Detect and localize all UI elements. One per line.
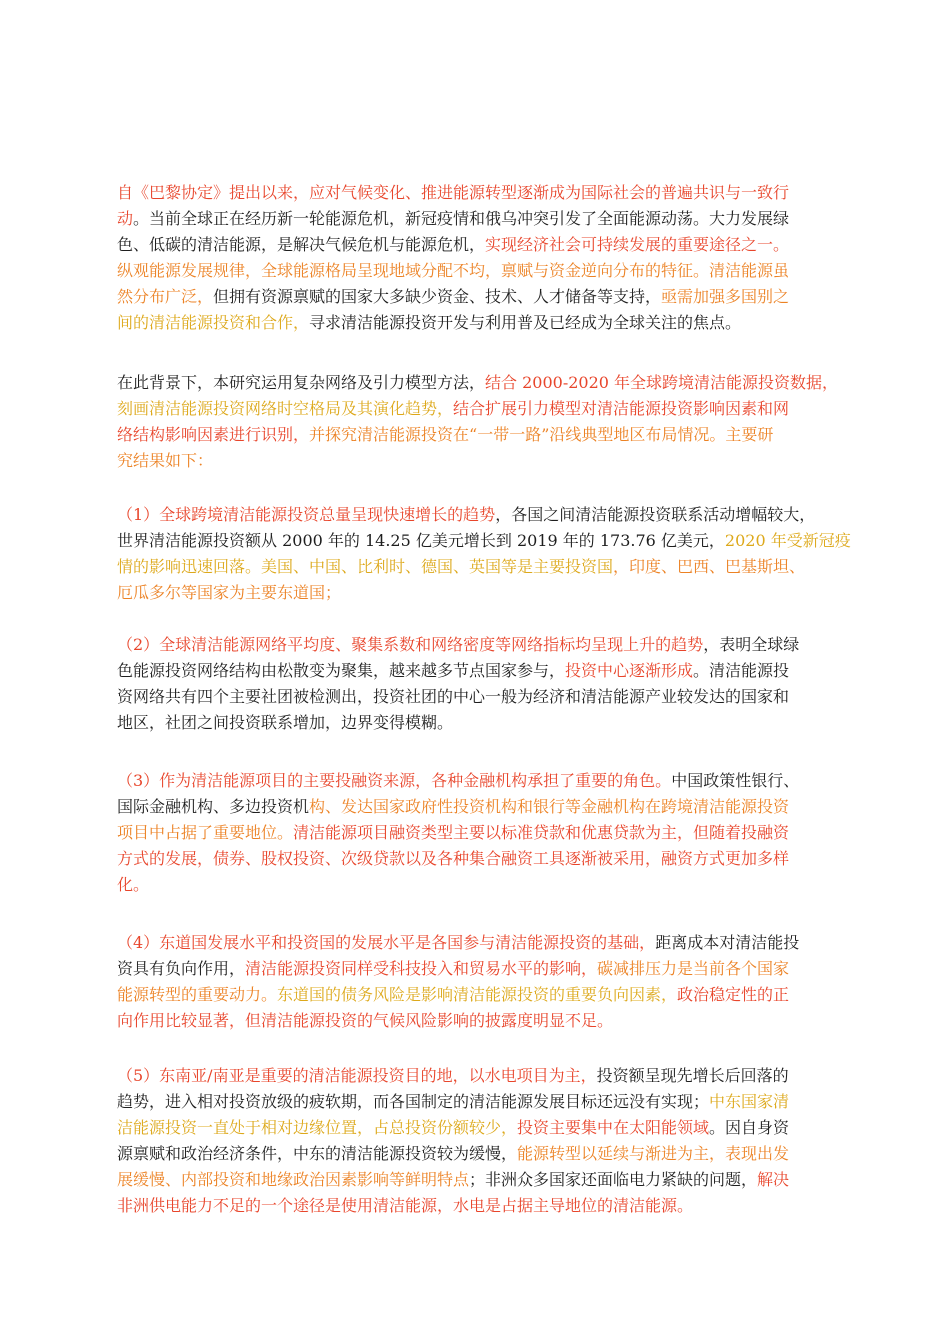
text-line xyxy=(117,580,341,606)
text-line xyxy=(117,794,789,820)
text-line xyxy=(117,422,773,448)
text-line xyxy=(117,448,213,474)
text-segment: 资网络共有四个主要社团被检测出，投资社团的中心一般为经济和清洁能源产业较发达的国家和 xyxy=(117,687,790,706)
text-line xyxy=(117,370,838,396)
text-line xyxy=(117,1063,789,1089)
text-line xyxy=(117,206,789,232)
text-line xyxy=(117,846,789,872)
text-line xyxy=(117,396,789,422)
text-segment: （3）作为清洁能源项目的主要投融资来源，各种金融机构承担了重要的角色。 xyxy=(117,771,672,790)
text-segment: 纵观能源发展规律，全球能源格局呈现地域分配不均，禀赋与资金逆向分布的特征。清洁能源虽 xyxy=(117,261,790,280)
text-segment: 展缓慢、内部投资和地缘政治因素影响等鲜明特点 xyxy=(117,1170,470,1189)
text-segment: （5）东南亚/南亚是重要的清洁能源投资目的地，以水电项目为主， xyxy=(117,1066,597,1085)
text-segment: 络结构影响因素进行识别， xyxy=(117,425,310,444)
text-line xyxy=(117,1089,789,1115)
text-segment: 寻求清洁能源投资开发与利用普及已经成为全球关注的焦点。 xyxy=(309,313,742,332)
text-line xyxy=(117,554,805,580)
text-segment: 解决 xyxy=(757,1170,790,1189)
text-segment: 清洁能源投资同样受科技投入和贸易水平的影响， xyxy=(245,959,598,978)
text-line xyxy=(117,1141,789,1167)
text-segment: 亟需加强多国别之 xyxy=(661,287,790,306)
text-line xyxy=(117,1167,789,1193)
text-segment: 距离成本对清洁能投 xyxy=(655,933,800,952)
text-segment: 资具有负向作用， xyxy=(117,959,246,978)
text-segment: 。因自身资 xyxy=(709,1118,790,1137)
text-line xyxy=(117,1115,789,1141)
text-segment: 2020 年受新冠疫 xyxy=(724,531,851,550)
text-segment: 在此背景下，本研究运用复杂网络及引力模型方法， xyxy=(117,373,486,392)
text-segment: 能源转型以延续与渐进为主，表现出发 xyxy=(517,1144,790,1163)
text-segment: 项目中占据了重要地位。 xyxy=(117,823,294,842)
text-segment: 。清洁能源投 xyxy=(693,661,790,680)
text-line xyxy=(117,258,789,284)
text-line xyxy=(117,284,789,310)
text-line xyxy=(117,768,799,794)
text-segment: 结合 2000-2020 年全球跨境清洁能源投资数据， xyxy=(485,373,839,392)
text-line xyxy=(117,658,789,684)
text-segment: （4）东道国发展水平和投资国的发展水平是各国参与清洁能源投资的基础， xyxy=(117,933,656,952)
text-line xyxy=(117,930,799,956)
text-segment: 但拥有资源禀赋的国家大多缺少资金、技术、人才储备等支持， xyxy=(213,287,662,306)
text-segment: 方式的发展，债券、股权投资、次级贷款以及各种集合融资工具逐渐被采用，融资方式更加多样 xyxy=(117,849,790,868)
text-line xyxy=(117,820,789,846)
text-segment: 究结果如下： xyxy=(117,451,214,470)
text-line xyxy=(117,310,741,336)
text-segment: 化。 xyxy=(117,875,150,894)
text-line xyxy=(117,872,149,898)
text-line xyxy=(117,232,789,258)
text-segment: 地区，社团之间投资联系增加，边界变得模糊。 xyxy=(117,713,454,732)
text-segment: 间的清洁能源投资和合作， xyxy=(117,313,310,332)
text-segment: 动 xyxy=(117,209,134,228)
text-segment: 构、发达国家政府性投资机构和银行等金融机构在跨境清洁能源投资 xyxy=(309,797,790,816)
text-segment: 东道国的债务风险是影响清洁能源投资的重要负向因素， xyxy=(277,985,678,1004)
text-segment: 厄瓜多尔等国家为主要东道国； xyxy=(117,583,342,602)
text-segment: ，各国之间清洁能源投资联系活动增幅较大， xyxy=(495,505,816,524)
text-segment: 碳减排压力是当前各个国家 xyxy=(597,959,790,978)
text-segment: 源禀赋和政治经济条件，中东的清洁能源投资较为缓慢， xyxy=(117,1144,518,1163)
text-line xyxy=(117,710,453,736)
text-segment: ，表明全球绿 xyxy=(703,635,800,654)
text-segment: 世界清洁能源投资额从 2000 年的 14.25 亿美元增长到 2019 年的 173.76 亿美元， xyxy=(117,531,725,550)
text-segment: 色能源投资网络结构由松散变为聚集，越来越多节点国家参与， xyxy=(117,661,566,680)
text-segment: 洁能源投资一直处于相对边缘位置，占总投资份额较少， xyxy=(117,1118,518,1137)
text-segment: 自《巴黎协定》提出以来，应对气候变化、推进能源转型逐渐成为国际社会的普遍共识与一致行 xyxy=(117,183,790,202)
text-segment: 趋势，进入相对投资放级的疲软期，而各国制定的清洁能源发展目标还远没有实现； xyxy=(117,1092,710,1111)
text-segment: 政治稳定性的正 xyxy=(677,985,790,1004)
text-segment: 投资中心逐渐形成 xyxy=(565,661,694,680)
text-segment: （2）全球清洁能源网络平均度、聚集系数和网络密度等网络指标均呈现上升的趋势 xyxy=(117,635,704,654)
text-line xyxy=(117,528,851,554)
text-segment: 刻画清洁能源投资网络时空格局及其演化趋势， xyxy=(117,399,454,418)
text-line xyxy=(117,1008,613,1034)
text-line xyxy=(117,956,789,982)
text-segment: ，印度、巴西、巴基斯坦、 xyxy=(613,557,806,576)
text-line xyxy=(117,1193,693,1219)
text-segment: 向作用比较显著，但清洁能源投资的气候风险影响的披露度明显不足。 xyxy=(117,1011,614,1030)
text-segment: 清洁能源项目融资类型主要以标准贷款和优惠贷款为主，但随着投融资 xyxy=(293,823,790,842)
text-segment: 然分布广泛， xyxy=(117,287,214,306)
text-segment: 投资主要集中在太阳能领域 xyxy=(517,1118,710,1137)
text-segment: 中东国家清 xyxy=(709,1092,790,1111)
text-line xyxy=(117,982,789,1008)
text-segment: 并探究清洁能源投资在“一带一路”沿线典型地区布局情况。主要研 xyxy=(309,425,774,444)
text-line xyxy=(117,684,789,710)
text-line xyxy=(117,180,789,206)
text-line xyxy=(117,502,815,528)
text-segment: 投资额呈现先增长后回落的 xyxy=(596,1066,789,1085)
text-segment: 实现经济社会可持续发展的重要途径之一。 xyxy=(485,235,790,254)
text-segment: 非洲供电能力不足的一个途径是使用清洁能源，水电是占据主导地位的清洁能源。 xyxy=(117,1196,694,1215)
text-segment: 色、低碳的清洁能源，是解决气候危机与能源危机， xyxy=(117,235,486,254)
text-line xyxy=(117,632,799,658)
text-segment: 国际金融机构、多边投资机 xyxy=(117,797,310,816)
text-segment: 中国政策性银行、 xyxy=(671,771,800,790)
text-segment: 情的影响迅速回落。美国、中国、比利时、德国、英国等是主要投资国 xyxy=(117,557,614,576)
text-segment: （1）全球跨境清洁能源投资总量呈现快速增长的趋势 xyxy=(117,505,496,524)
text-segment: 能源转型的重要动力。 xyxy=(117,985,278,1004)
text-segment: ；非洲众多国家还面临电力紧缺的问题， xyxy=(469,1170,758,1189)
text-segment: 结合扩展引力模型对清洁能源投资影响因素和网 xyxy=(453,399,790,418)
text-segment: 。当前全球正在经历新一轮能源危机，新冠疫情和俄乌冲突引发了全面能源动荡。大力发展绿 xyxy=(133,209,790,228)
